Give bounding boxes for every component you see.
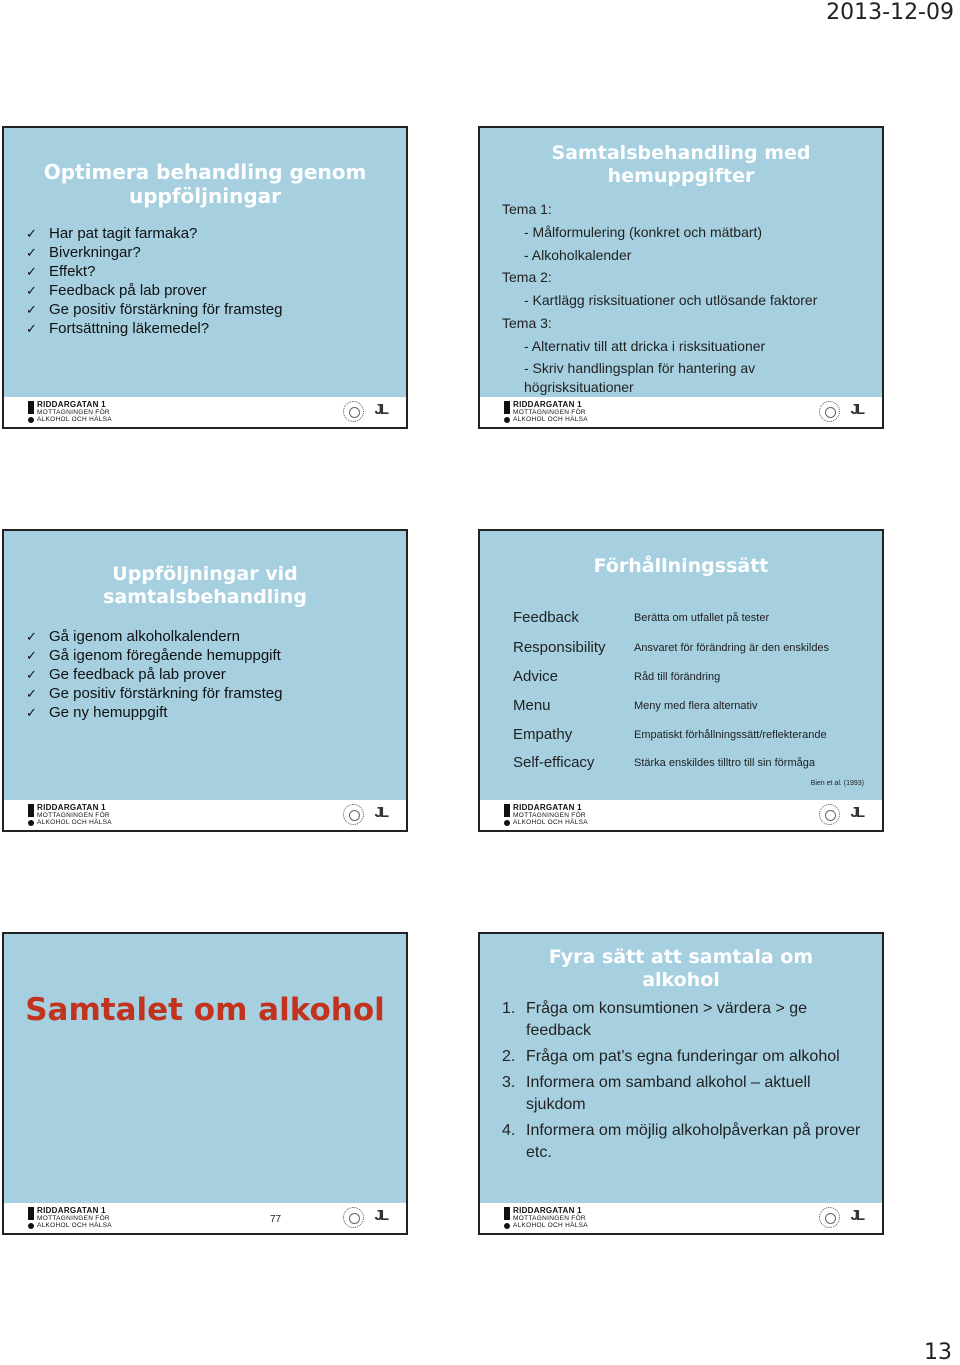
check-icon: ✓ (26, 283, 37, 298)
list-item: ✓ Ge positiv förstärkning för framsteg (26, 685, 283, 702)
seal-icon (819, 1207, 840, 1228)
frames-term: Feedback (513, 609, 579, 626)
seal-icon (343, 1207, 364, 1228)
check-icon: ✓ (26, 245, 37, 260)
check-icon: ✓ (26, 705, 37, 720)
check-icon: ✓ (26, 226, 37, 241)
frames-desc: Empatiskt förhållningssätt/reflekterande (634, 729, 827, 741)
frames-desc: Ansvaret för förändring är den enskildes (634, 642, 830, 654)
slide-title: Förhållningssätt (593, 555, 769, 577)
riddargatan-logo: RIDDARGATAN 1 MOTTAGNINGEN FÖR ALKOHOL OCH HÄLSA (28, 1206, 158, 1232)
list-item: ✓ Gå igenom föregående hemuppgift (26, 647, 281, 664)
theme-item: - Målformulering (konkret och mätbart) (524, 224, 763, 240)
check-icon: ✓ (26, 321, 37, 336)
jl-logo: JL (374, 1207, 386, 1224)
list-item: ✓ Fortsättning läkemedel? (26, 320, 210, 337)
list-item: ✓ Biverkningar? (26, 244, 141, 261)
check-icon: ✓ (26, 667, 37, 682)
slide-title: Optimera behandling genom uppföljningar (43, 160, 367, 209)
slide-title: Fyra sätt att samtala om alkohol (548, 946, 814, 992)
slide-4 (478, 529, 884, 832)
slide-number: 77 (270, 1214, 282, 1225)
riddargatan-logo: RIDDARGATAN 1 MOTTAGNINGEN FÖR ALKOHOL OCH HÄLSA (504, 803, 634, 829)
slide-footer (4, 1203, 406, 1233)
list-item: ✓ Gå igenom alkoholkalendern (26, 628, 240, 645)
slide-title: Samtalsbehandling med hemuppgifter (551, 142, 811, 188)
list-item: ✓ Har pat tagit farmaka? (26, 225, 198, 242)
frames-term: Responsibility (513, 639, 606, 656)
slide-6: Fyra sätt att samtala om alkohol 1. Fråga om konsumtionen > värdera > ge feedback 2. Fråga om pat’s egna funderingar om alkohol 3. Informera om samband alkohol – aktuell sjukdom 4. Informera om möjlig alkoholpåverkan på prover etc. RIDDARGATAN 1 MOTTAGNINGEN FÖR ALKOHOL OCH HÄLSA JL (478, 932, 884, 1235)
theme-item: - Kartlägg risksituationer och utlösande faktorer (524, 292, 818, 308)
theme-item: högrisksituationer (524, 379, 634, 395)
jl-logo: JL (850, 401, 862, 418)
theme-item: - Alkoholkalender (524, 247, 632, 263)
slide-5 (2, 932, 408, 1235)
exclamation-icon (504, 1207, 510, 1220)
jl-logo: JL (374, 401, 386, 418)
citation: Bien et al. (1993) (810, 780, 864, 787)
seal-icon (819, 804, 840, 825)
slide-3 (2, 529, 408, 832)
seal-icon (343, 401, 364, 422)
slide-2 (478, 126, 884, 429)
slide-title: Uppföljningar vid samtalsbehandling (103, 563, 307, 609)
check-icon: ✓ (26, 264, 37, 279)
check-icon: ✓ (26, 686, 37, 701)
check-icon: ✓ (26, 629, 37, 644)
exclamation-icon (504, 804, 510, 817)
theme-label: Tema 2: (502, 269, 552, 285)
frames-desc: Meny med flera alternativ (634, 700, 758, 712)
slide-footer (480, 800, 882, 830)
exclamation-icon (504, 401, 510, 414)
frames-term: Menu (513, 697, 551, 714)
riddargatan-logo: RIDDARGATAN 1 MOTTAGNINGEN FÖR ALKOHOL OCH HÄLSA (504, 1206, 634, 1232)
slide-footer (480, 1203, 882, 1233)
frames-term: Empathy (513, 726, 573, 743)
list-item: ✓ Ge feedback på lab prover (26, 666, 226, 683)
theme-label: Tema 1: (502, 201, 552, 217)
exclamation-icon (28, 401, 34, 414)
slide-footer (4, 397, 406, 427)
slide-1 (2, 126, 408, 429)
check-icon: ✓ (26, 648, 37, 663)
jl-logo: JL (850, 804, 862, 821)
frames-term: Advice (513, 668, 559, 685)
list-item: ✓ Ge ny hemuppgift (26, 704, 168, 721)
frames-desc: Stärka enskildes tilltro till sin förmåga (634, 757, 815, 769)
exclamation-icon (28, 1207, 34, 1220)
check-icon: ✓ (26, 302, 37, 317)
list-item: ✓ Effekt? (26, 263, 96, 280)
riddargatan-logo: RIDDARGATAN 1 MOTTAGNINGEN FÖR ALKOHOL OCH HÄLSA (504, 400, 634, 426)
seal-icon (343, 804, 364, 825)
frames-desc: Råd till förändring (634, 671, 721, 683)
theme-label: Tema 3: (502, 315, 552, 331)
theme-item: - Skriv handlingsplan för hantering av (524, 360, 756, 376)
frames-desc: Berätta om utfallet på tester (634, 612, 770, 624)
theme-item: - Alternativ till att dricka i risksituationer (524, 338, 766, 354)
checklist (26, 627, 282, 722)
seal-icon (819, 401, 840, 422)
checklist (26, 224, 282, 338)
list-item: ✓ Ge positiv förstärkning för framsteg (26, 301, 283, 318)
jl-logo: JL (850, 1207, 862, 1224)
slide-title: Samtalet om alkohol (25, 992, 385, 1028)
riddargatan-logo: RIDDARGATAN 1 MOTTAGNINGEN FÖR ALKOHOL OCH HÄLSA (28, 400, 158, 426)
riddargatan-logo: RIDDARGATAN 1 MOTTAGNINGEN FÖR ALKOHOL OCH HÄLSA (28, 803, 158, 829)
list-item: ✓ Feedback på lab prover (26, 282, 207, 299)
frames-term: Self-efficacy (513, 754, 595, 771)
page-number: 13 (924, 1340, 952, 1365)
exclamation-icon (28, 804, 34, 817)
slide-footer (480, 397, 882, 427)
page-date: 2013-12-09 (826, 0, 954, 25)
slide-footer (4, 800, 406, 830)
jl-logo: JL (374, 804, 386, 821)
